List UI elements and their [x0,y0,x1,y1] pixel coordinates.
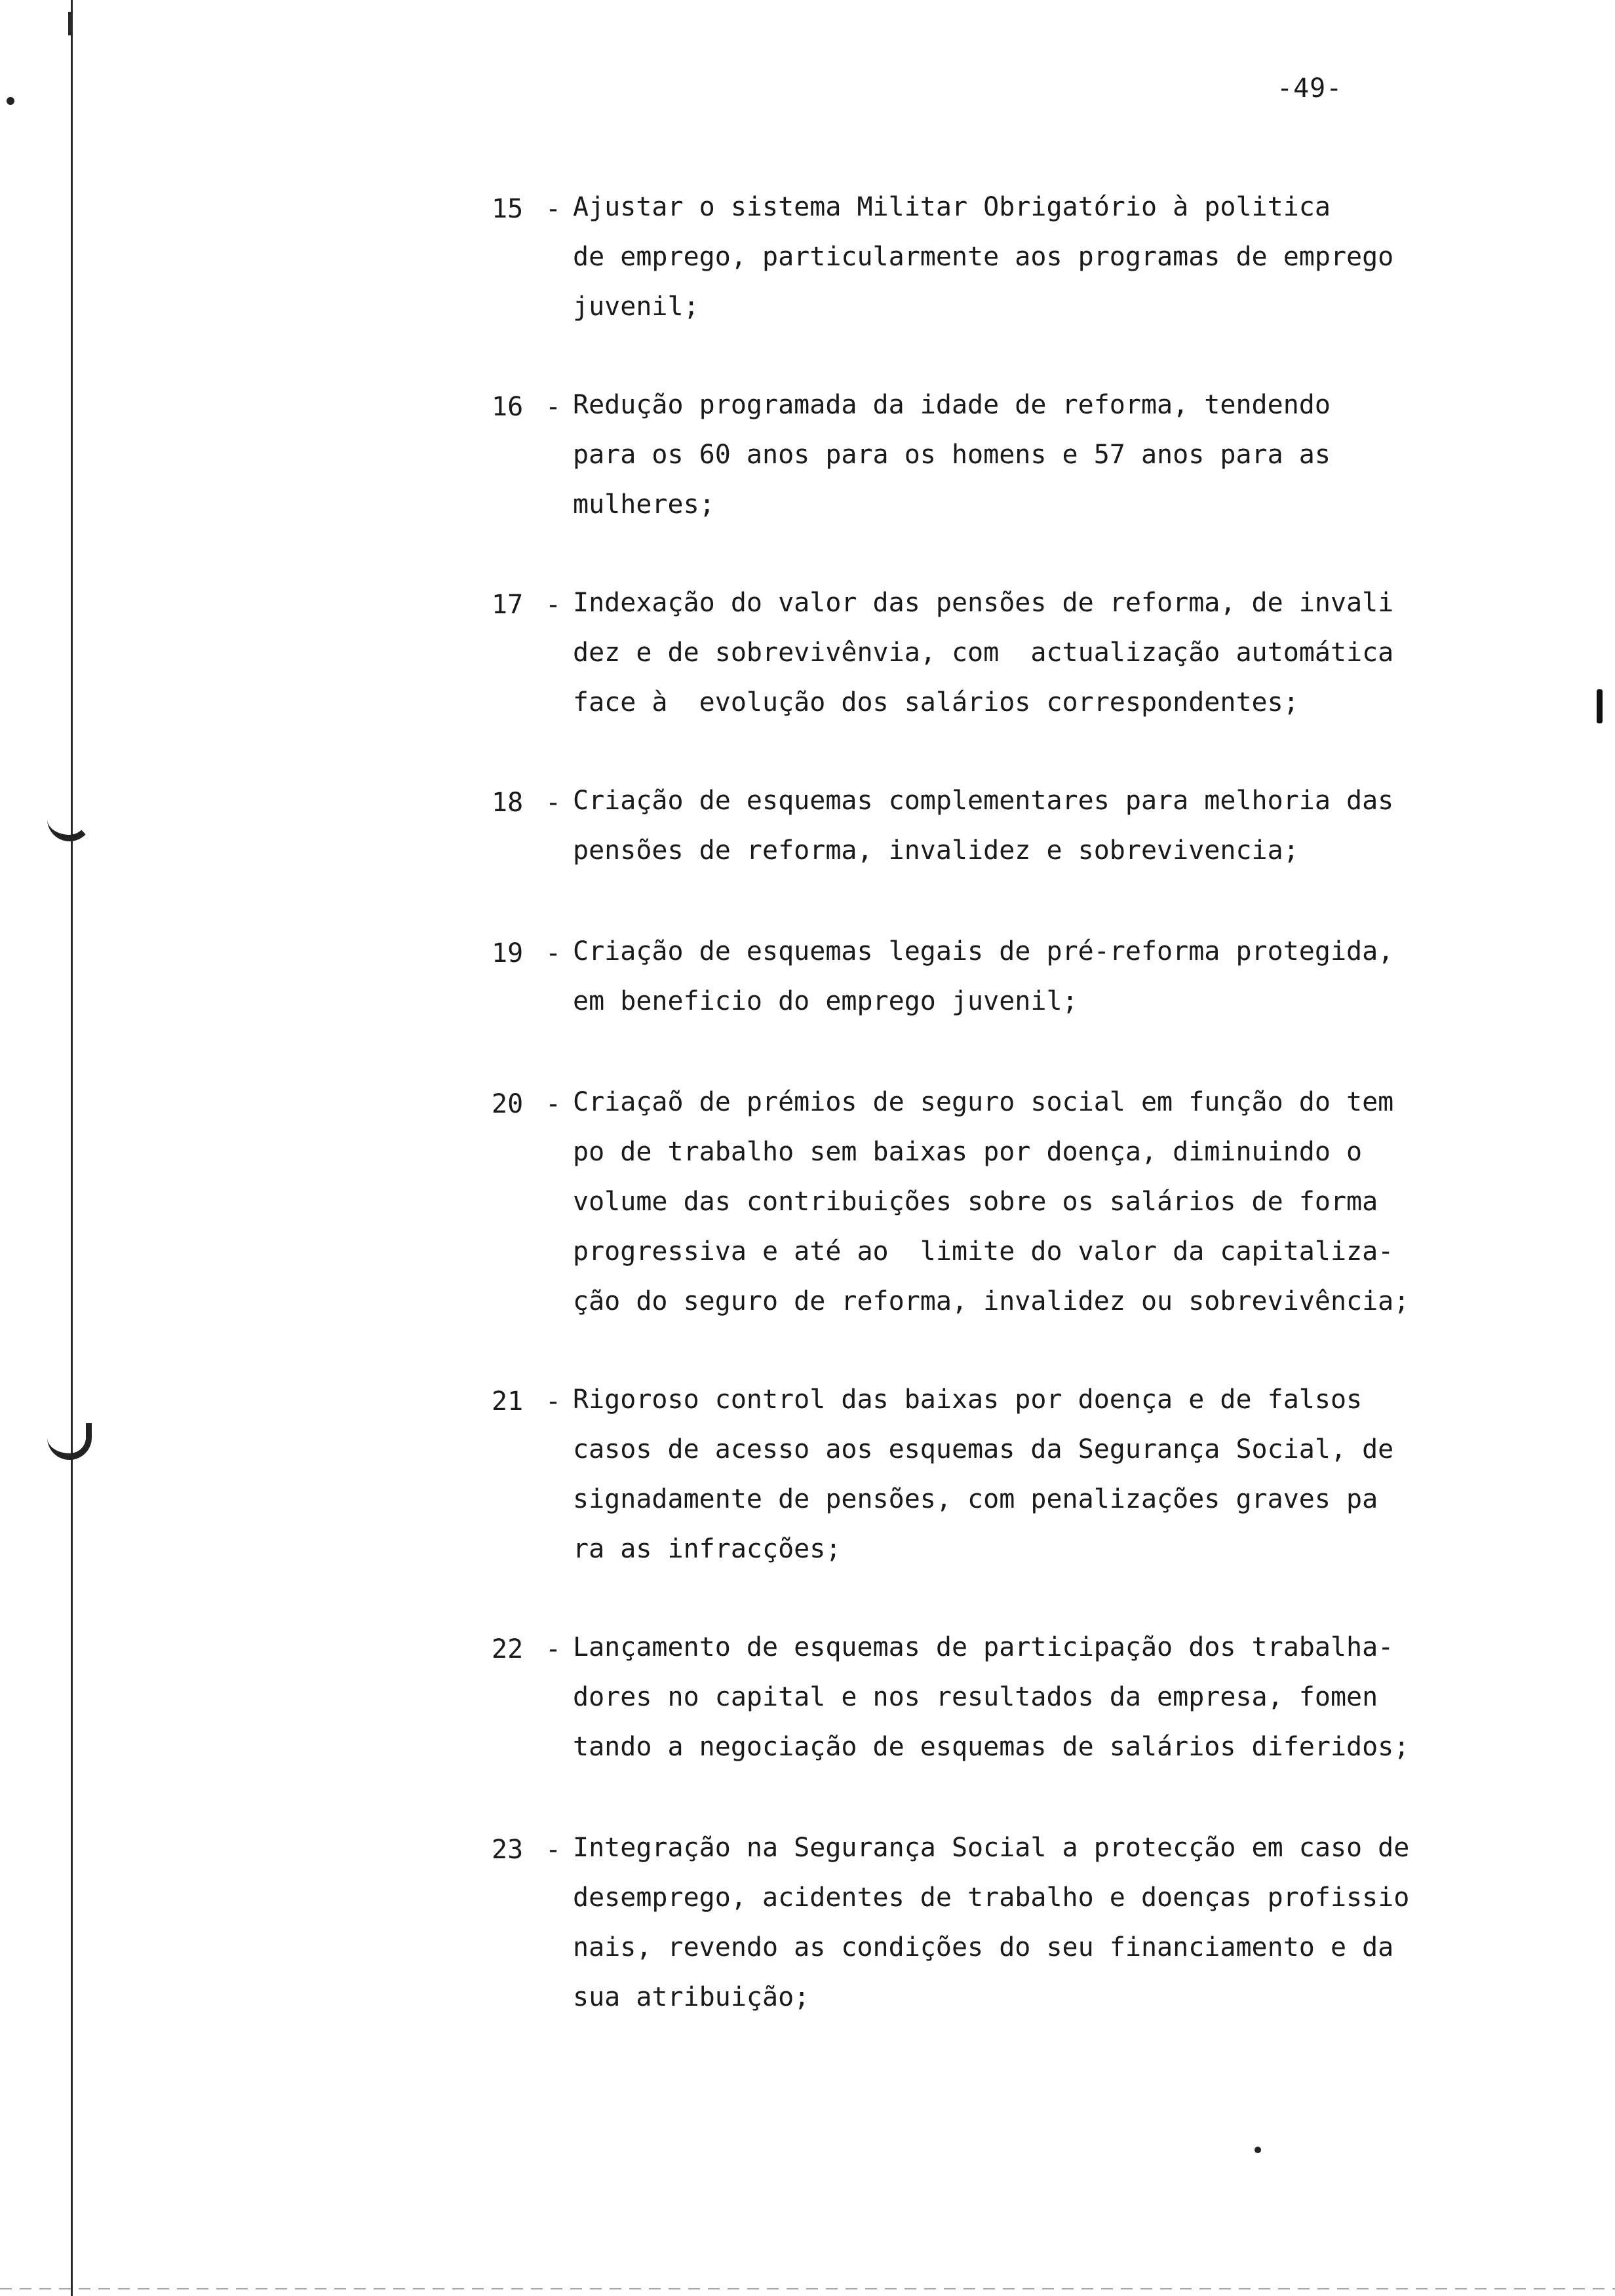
text-line: Rigoroso control das baixas por doença e de falsos [573,1385,1363,1415]
text-line: desemprego, acidentes de trabalho e doenças profissio [573,1883,1410,1913]
text-line: Criaçaõ de prémios de seguro social em função do tem [573,1087,1394,1117]
text-line: ra as infracções; [573,1534,842,1564]
item-number: 19 [492,938,524,968]
item-dash: - [545,1387,562,1417]
text-line: para os 60 anos para os homens e 57 anos para as [573,440,1331,470]
margin-mark [1597,689,1603,723]
item-dash: - [545,194,562,224]
item-dash: - [545,1089,562,1119]
staple-mark-top [47,805,92,841]
text-line: Indexação do valor das pensões de reforma, de invali [573,588,1394,618]
item-number: 22 [492,1634,524,1664]
text-line: em beneficio do emprego juvenil; [573,986,1078,1016]
item-dash: - [545,392,562,422]
item-number: 16 [492,392,524,422]
text-line: Criação de esquemas complementares para melhoria das [573,786,1394,816]
text-line: po de trabalho sem baixas por doença, diminuindo o [573,1137,1363,1167]
text-line: volume das contribuições sobre os salários de forma [573,1187,1378,1217]
text-line: progressiva e até ao limite do valor da capitaliza- [573,1236,1394,1267]
text-line: pensões de reforma, invalidez e sobrevivencia; [573,835,1299,866]
punch-hole-dot [7,97,14,105]
text-line: juvenil; [573,292,699,322]
item-number: 18 [492,788,524,818]
item-text [573,938,1530,1026]
item-dash: - [545,1835,562,1865]
item-text [573,1387,1530,1574]
binding-line [71,0,73,2296]
text-line: dez e de sobrevivênvia, com actualização automática [573,638,1394,668]
text-line: Criação de esquemas legais de pré-reforma protegida, [573,936,1394,966]
text-line: dores no capital e nos resultados da empresa, fomen [573,1682,1378,1712]
item-text [573,1634,1530,1772]
item-number: 23 [492,1835,524,1865]
binding-tick [68,12,72,35]
text-line: de emprego, particularmente aos programas de emprego [573,242,1394,272]
ink-dot [1255,2147,1261,2153]
text-line: mulheres; [573,489,715,520]
item-number: 20 [492,1089,524,1119]
text-line: Integração na Segurança Social a protecção em caso de [573,1833,1410,1863]
item-dash: - [545,590,562,620]
staple-mark-bottom [47,1423,92,1460]
text-line: sua atribuição; [573,1982,810,2012]
bottom-edge-rule [0,2288,1615,2289]
text-line: nais, revendo as condições do seu financiamento e da [573,1932,1394,1962]
item-text [573,392,1530,529]
item-text [573,590,1530,727]
text-line: Redução programada da idade de reforma, tendendo [573,390,1331,420]
text-line: face à evolução dos salários correspondentes; [573,687,1299,718]
item-text [573,788,1530,875]
item-dash: - [545,1634,562,1664]
item-text [573,1089,1530,1326]
text-line: Lançamento de esquemas de participação dos trabalha- [573,1632,1394,1662]
item-dash: - [545,938,562,968]
text-line: tando a negociação de esquemas de salários diferidos; [573,1732,1410,1762]
text-line: Ajustar o sistema Militar Obrigatório à politica [573,192,1331,222]
item-text [573,194,1530,332]
item-number: 17 [492,590,524,620]
item-number: 15 [492,194,524,224]
text-line: casos de acesso aos esquemas da Segurança Social, de [573,1434,1394,1464]
item-text [573,1835,1530,2022]
item-number: 21 [492,1387,524,1417]
text-line: ção do seguro de reforma, invalidez ou sobrevivência; [573,1286,1410,1316]
page-number: -49- [1277,73,1343,104]
item-dash: - [545,788,562,818]
text-line: signadamente de pensões, com penalizações graves pa [573,1484,1378,1514]
